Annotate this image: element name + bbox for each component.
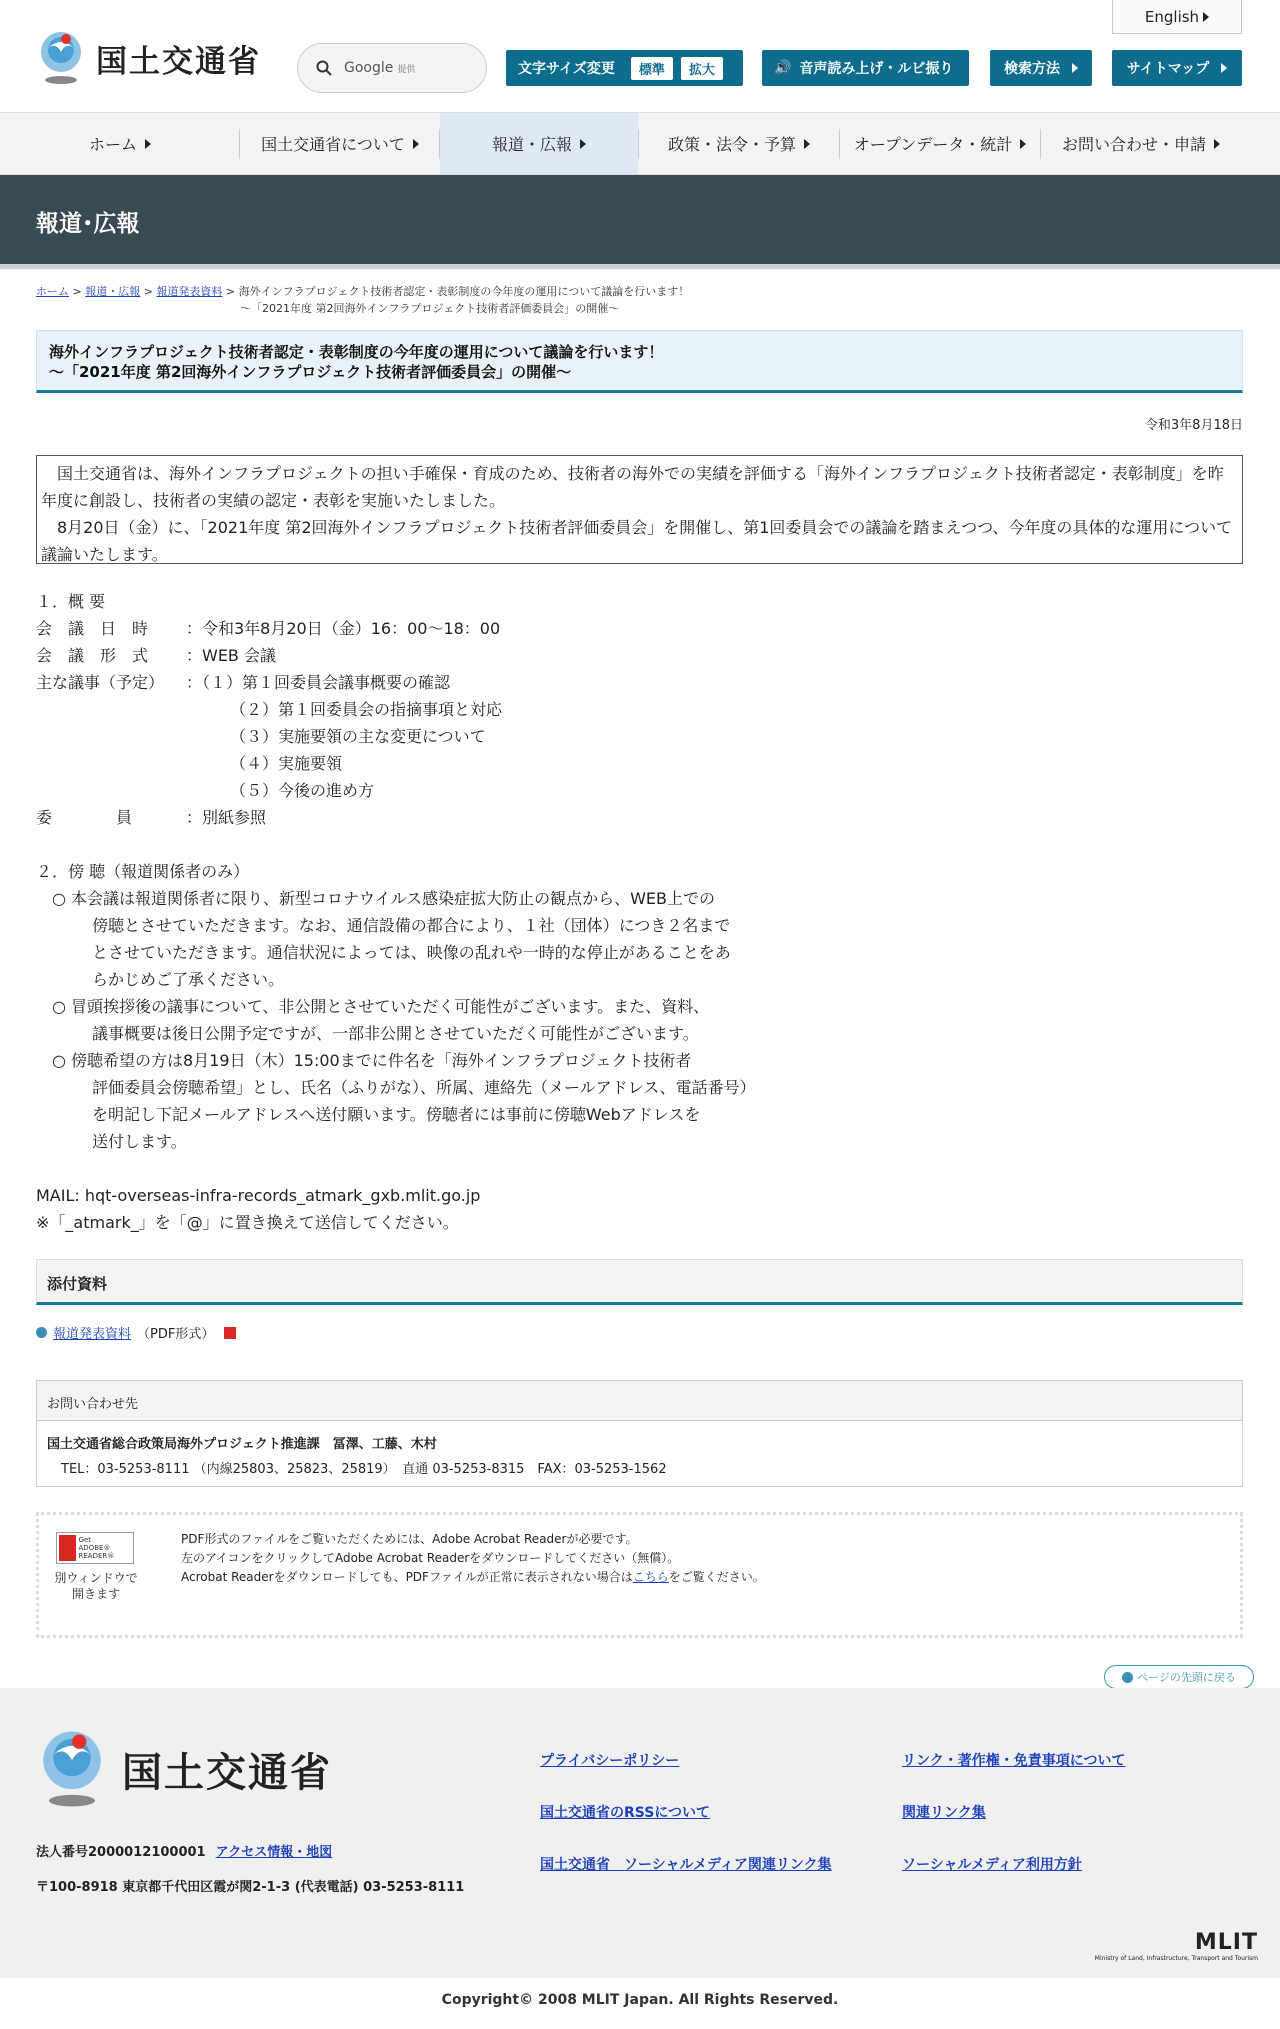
speech-label: 音声読み上げ・ルビ振り bbox=[799, 61, 954, 77]
members-label: 委 員 bbox=[36, 808, 149, 827]
speaker-icon: 🔊 bbox=[774, 60, 792, 76]
nav-about-label: 国土交通省について bbox=[261, 135, 405, 154]
nav-opendata-label: オープンデータ・統計 bbox=[853, 135, 1013, 154]
acrobat-text-line-1: PDF形式のファイルをご覧いただくためには、Adobe Acrobat Readerが必要です。 bbox=[181, 1532, 638, 1546]
mail-address: MAIL: hqt-overseas-infra-records_atmark_gxb.mlit.go.jp bbox=[36, 1186, 481, 1205]
adobe-badge-line-1: Get bbox=[78, 1536, 91, 1544]
lead-box bbox=[36, 455, 1243, 564]
nav-policy-label: 政策・法令・予算 bbox=[667, 135, 796, 154]
nav-opendata[interactable] bbox=[840, 113, 1040, 174]
agenda-item: （３）実施要領の主な変更について bbox=[230, 727, 486, 746]
nav-contact-label: お問い合わせ・申請 bbox=[1061, 135, 1206, 154]
bullet-3-line: 評価委員会傍聴希望」とし、氏名（ふりがな）、所属、連絡先（メールアドレス、電話番号） bbox=[92, 1078, 756, 1097]
search-icon bbox=[316, 60, 332, 76]
attachment-format: （PDF形式） bbox=[137, 1327, 215, 1342]
footer-logo[interactable] bbox=[36, 1728, 332, 1810]
footer-link-privacy[interactable]: プライバシーポリシー bbox=[540, 1753, 680, 1769]
meeting-format-value: ：WEB 会議 bbox=[186, 646, 276, 665]
arrow-right-icon bbox=[1020, 139, 1026, 149]
breadcrumb-home[interactable]: ホーム bbox=[36, 285, 69, 298]
acrobat-help-link[interactable]: こちら bbox=[632, 1570, 669, 1584]
pdf-icon bbox=[224, 1327, 236, 1339]
footer-link-rss[interactable]: 国土交通省のRSSについて bbox=[540, 1805, 711, 1821]
section-title: 報道･広報 bbox=[36, 211, 140, 237]
copyright: Copyright© 2008 MLIT Japan. All Rights Reserved. bbox=[0, 1978, 1280, 2029]
fontsize-label: 文字サイズ変更 bbox=[518, 61, 615, 77]
english-link[interactable] bbox=[1112, 0, 1242, 34]
arrow-right-icon bbox=[804, 139, 810, 149]
acrobat-caption: 別ウィンドウで開きます bbox=[54, 1571, 138, 1601]
bullet-3-line: 送付します。 bbox=[92, 1132, 187, 1151]
acrobat-text-line-3-end: をご覧ください。 bbox=[668, 1570, 765, 1584]
mlit-text: MLIT bbox=[1194, 1930, 1258, 1955]
fontsize-control bbox=[506, 50, 743, 86]
agenda-item: （４）実施要領 bbox=[230, 754, 343, 773]
logo-text: 国土交通省 bbox=[96, 43, 261, 80]
mlit-subtext: Ministry of Land, Infrastructure, Transport and Tourism bbox=[1094, 1955, 1258, 1962]
attachments-heading: 添付資料 bbox=[36, 1259, 1243, 1305]
members-value: ：別紙参照 bbox=[186, 808, 267, 827]
search-method-button[interactable] bbox=[990, 50, 1092, 86]
agenda-item: （５）今後の進め方 bbox=[230, 781, 375, 800]
article-body bbox=[36, 588, 1136, 1236]
nav-about[interactable] bbox=[240, 113, 440, 174]
page-title-line-1: 海外インフラプロジェクト技術者認定・表彰制度の今年度の運用について議論を行います！ bbox=[49, 343, 664, 361]
fontsize-large-button[interactable]: 拡大 bbox=[681, 57, 723, 80]
section-1-heading: １．概 要 bbox=[36, 592, 106, 611]
breadcrumb: ホーム > 報道・広報 > 報道発表資料 > 海外インフラプロジェクト技術者認定・表彰制度の今年度の運用について議論を行います！ ～「2021年度 第2回海外インフラプロジェクト技術者評価委員会」の開催～ bbox=[36, 283, 1236, 317]
page-top-label: ページの先頭に戻る bbox=[1137, 1671, 1236, 1684]
contact-tel: TEL：03-5253-8111 （内線25803、25823、25819） 直通 03-5253-8315 FAX：03-5253-1562 bbox=[61, 1462, 667, 1477]
agenda-item: ：（１）第１回委員会議事概要の確認 bbox=[186, 673, 451, 692]
search-input[interactable] bbox=[297, 43, 487, 93]
fontsize-standard-button[interactable]: 標準 bbox=[631, 57, 673, 80]
adobe-icon bbox=[59, 1535, 76, 1561]
footer-link-social-policy[interactable]: ソーシャルメディア利用方針 bbox=[902, 1857, 1082, 1873]
arrow-up-icon bbox=[1122, 1672, 1133, 1683]
arrow-right-icon bbox=[145, 139, 151, 149]
footer-link-related[interactable]: 関連リンク集 bbox=[902, 1805, 986, 1821]
section-2-heading: ２．傍 聴（報道関係者のみ） bbox=[36, 862, 250, 881]
footer-logo-text: 国土交通省 bbox=[122, 1748, 332, 1796]
arrow-right-icon bbox=[1203, 12, 1209, 22]
footer-link-copyright[interactable]: リンク・著作権・免責事項について bbox=[902, 1753, 1126, 1769]
mlit-logo-icon bbox=[36, 1728, 108, 1810]
contact-org: 国土交通省総合政策局海外プロジェクト推進課 冨澤、工藤、木村 bbox=[47, 1437, 437, 1452]
adobe-reader-badge[interactable] bbox=[56, 1532, 134, 1564]
nav-policy[interactable] bbox=[639, 113, 839, 174]
bullet-2-line: ○ 冒頭挨拶後の議事について、非公開とさせていただく可能性がございます。また、資料、 bbox=[52, 997, 710, 1016]
page-top-button[interactable] bbox=[1104, 1665, 1254, 1689]
footer-link-social[interactable]: 国土交通省 ソーシャルメディア関連リンク集 bbox=[540, 1857, 832, 1873]
nav-press-label: 報道・広報 bbox=[491, 135, 572, 154]
english-label: English bbox=[1144, 7, 1200, 26]
agenda-item: （２）第１回委員会の指摘事項と対応 bbox=[230, 700, 503, 719]
footer bbox=[0, 1688, 1280, 1978]
arrow-right-icon bbox=[1072, 63, 1078, 73]
bullet-3-line: を明記し下記メールアドレスへ送付願います。傍聴者には事前に傍聴Webアドレスを bbox=[92, 1105, 701, 1124]
bullet-1-line: ○ 本会議は報道関係者に限り、新型コロナウイルス感染症拡大防止の観点から、WEB上での bbox=[52, 889, 715, 908]
acrobat-text bbox=[181, 1530, 765, 1587]
arrow-right-icon bbox=[1221, 63, 1227, 73]
bullet-2-line: 議事概要は後日公開予定ですが、一部非公開とさせていただく可能性がございます。 bbox=[92, 1024, 699, 1043]
contact-heading: お問い合わせ先 bbox=[37, 1381, 1242, 1421]
lead-paragraph-2: 8月20日（金）に、「2021年度 第2回海外インフラプロジェクト技術者評価委員会」を開催し、第1回委員会での議論を踏まえつつ、今年度の具体的な運用について議論いたします。 bbox=[41, 518, 1233, 564]
meeting-date-value: ：令和3年8月20日（金）16：00～18：00 bbox=[186, 619, 501, 638]
breadcrumb-press[interactable]: 報道・広報 bbox=[85, 285, 141, 298]
section-banner bbox=[0, 175, 1280, 269]
acrobat-text-line-2: 左のアイコンをクリックしてAdobe Acrobat Readerをダウンロードしてください（無償）。 bbox=[181, 1551, 680, 1565]
search-placeholder: Google bbox=[344, 60, 394, 76]
nav-home[interactable] bbox=[36, 113, 204, 174]
lead-paragraph-1: 国土交通省は、海外インフラプロジェクトの担い手確保・育成のため、技術者の海外での実績を評価する「海外インフラプロジェクト技術者認定・表彰制度」を昨年度に創設し、技術者の実績の認定・表彰を実施いたしました。 bbox=[41, 464, 1224, 510]
nav-contact[interactable] bbox=[1041, 113, 1241, 174]
arrow-right-icon bbox=[1214, 139, 1220, 149]
breadcrumb-releases[interactable]: 報道発表資料 bbox=[156, 285, 223, 298]
corp-number-text: 法人番号2000012100001 bbox=[36, 1845, 206, 1860]
bullet-1-line: 傍聴とさせていただきます。なお、通信設備の都合により、１社（団体）につき２名まで bbox=[92, 916, 731, 935]
search-sub: 提供 bbox=[397, 65, 416, 75]
adobe-badge-line-2: ADOBE® READER® bbox=[78, 1544, 115, 1560]
access-link[interactable]: アクセス情報・地図 bbox=[215, 1845, 333, 1860]
acrobat-text-line-3: Acrobat Readerをダウンロードしても、PDFファイルが正常に表示されない場合は bbox=[181, 1570, 633, 1584]
page-title bbox=[36, 330, 1243, 393]
speech-button[interactable] bbox=[762, 50, 969, 86]
meeting-format-label: 会 議 形 式 bbox=[36, 646, 165, 665]
nav-press[interactable] bbox=[440, 113, 638, 174]
acrobat-notice bbox=[36, 1512, 1243, 1638]
mlit-logo-icon bbox=[36, 30, 86, 86]
footer-address: 〒100-8918 東京都千代田区霞が関2-1-3 (代表電話) 03-5253-8111 bbox=[36, 1880, 465, 1895]
circle-arrow-icon bbox=[36, 1327, 47, 1338]
arrow-right-icon bbox=[580, 139, 586, 149]
sitemap-button[interactable] bbox=[1112, 50, 1242, 86]
page-title-line-2: ～「2021年度 第2回海外インフラプロジェクト技術者評価委員会」の開催～ bbox=[49, 363, 572, 381]
breadcrumb-current-1: 海外インフラプロジェクト技術者認定・表彰制度の今年度の運用について議論を行います！ bbox=[238, 285, 690, 298]
bullet-1-line: らかじめご了承ください。 bbox=[92, 970, 285, 989]
bullet-1-line: とさせていただきます。通信状況によっては、映像の乱れや一時的な停止があることをあ bbox=[92, 943, 731, 962]
nav-home-label: ホーム bbox=[88, 135, 137, 154]
sitemap-label: サイトマップ bbox=[1126, 61, 1210, 77]
publish-date: 令和3年8月18日 bbox=[1144, 418, 1243, 433]
search-method-label: 検索方法 bbox=[1004, 61, 1060, 77]
meeting-date-label: 会 議 日 時 bbox=[36, 619, 165, 638]
global-nav bbox=[0, 112, 1280, 175]
breadcrumb-current-2: ～「2021年度 第2回海外インフラプロジェクト技術者評価委員会」の開催～ bbox=[240, 302, 620, 315]
mail-note: ※「_atmark_」を「@」に置き換えて送信してください。 bbox=[36, 1213, 459, 1232]
site-logo[interactable] bbox=[36, 30, 261, 86]
bullet-3-line: ○ 傍聴希望の方は8月19日（木）15:00までに件名を「海外インフラプロジェクト技術者 bbox=[52, 1051, 692, 1070]
contact-box bbox=[36, 1380, 1243, 1487]
mlit-wordmark bbox=[1095, 1930, 1258, 1962]
attachment-link[interactable]: 報道発表資料 bbox=[53, 1327, 132, 1342]
attachment-item bbox=[36, 1323, 236, 1342]
corp-number bbox=[36, 1841, 332, 1860]
agenda-label: 主な議事（予定） bbox=[36, 673, 165, 692]
arrow-right-icon bbox=[413, 139, 419, 149]
